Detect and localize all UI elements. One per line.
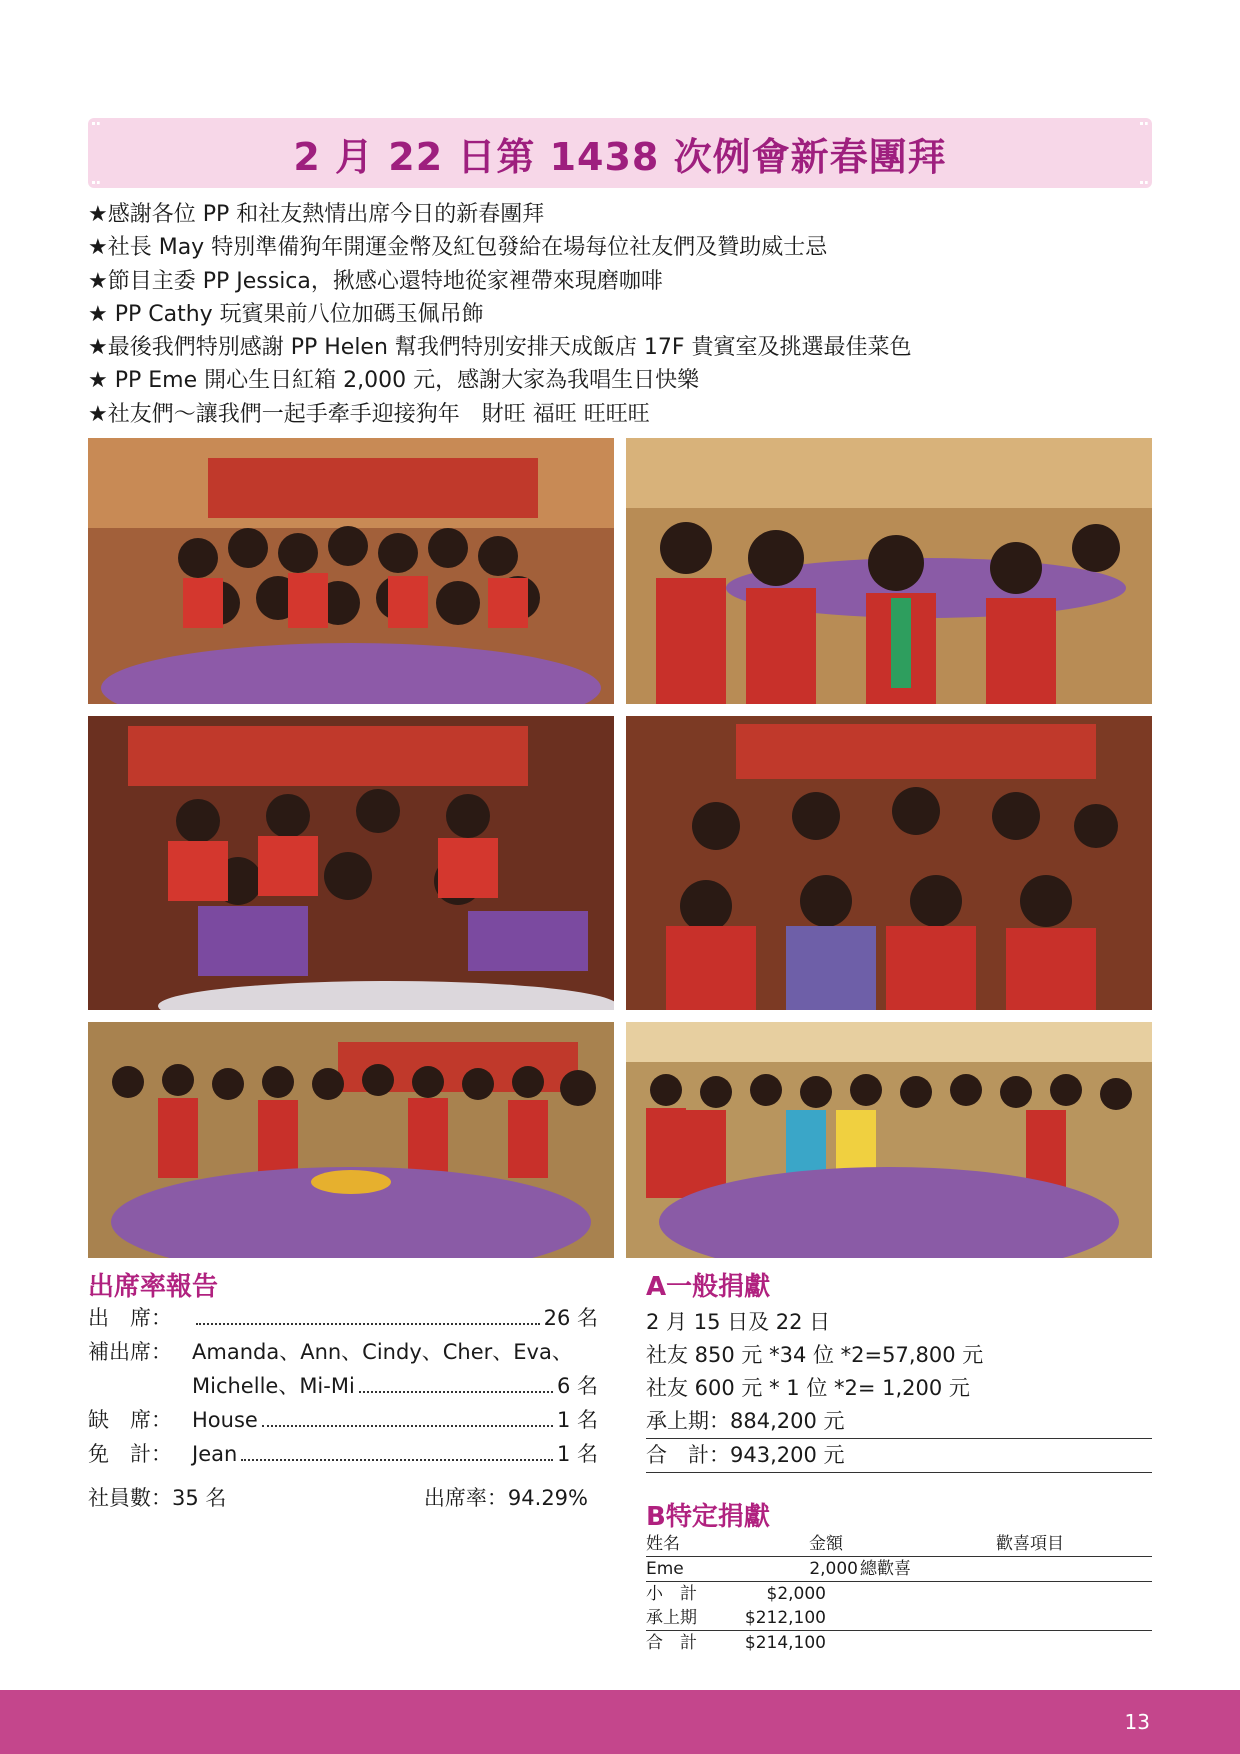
bullet-item: ★社長 May 特別準備狗年開運金幣及紅包發給在場每位社友們及贊助威士忌 bbox=[88, 235, 828, 261]
present-row bbox=[88, 1302, 598, 1336]
table-row bbox=[646, 1557, 1152, 1582]
leader-dots bbox=[359, 1391, 553, 1393]
donation-line: 社友 600 元 * 1 位 *2= 1,200 元 bbox=[646, 1376, 970, 1400]
group-photo-5 bbox=[88, 1022, 614, 1258]
total-value: $214,100 bbox=[744, 1633, 826, 1653]
makeup-row bbox=[88, 1336, 598, 1370]
bullet-item: ★ PP Eme 開心生日紅箱 2,000 元，感謝大家為我唱生日快樂 bbox=[88, 368, 700, 394]
carry-label: 承上期 bbox=[646, 1608, 697, 1628]
title-banner bbox=[88, 118, 1152, 188]
special-donation-table bbox=[646, 1532, 1152, 1655]
page-number: 13 bbox=[1124, 1710, 1150, 1734]
exempt-count: 1 名 bbox=[556, 1442, 598, 1466]
page-title: 2 月 22 日第 1438 次例會新春團拜 bbox=[293, 134, 947, 179]
donor-item: 總歡喜 bbox=[860, 1559, 911, 1579]
makeup-count: 6 名 bbox=[556, 1374, 598, 1398]
leader-dots bbox=[262, 1425, 553, 1427]
total-label: 合 計 bbox=[646, 1633, 697, 1653]
absent-row bbox=[88, 1404, 598, 1438]
donation-date: 2 月 15 日及 22 日 bbox=[646, 1310, 831, 1334]
exempt-names: Jean bbox=[192, 1442, 238, 1466]
general-donation bbox=[646, 1306, 1152, 1473]
special-donation-heading: B特定捐獻 bbox=[646, 1502, 770, 1532]
donation-line: 社友 850 元 *34 位 *2=57,800 元 bbox=[646, 1343, 984, 1367]
makeup-row-2 bbox=[88, 1370, 598, 1404]
absent-label: 缺 席： bbox=[88, 1408, 172, 1432]
page-footer bbox=[0, 1690, 1240, 1754]
carry-value: $212,100 bbox=[744, 1608, 826, 1628]
col-name: 姓名 bbox=[646, 1534, 680, 1554]
attendance-heading: 出席率報告 bbox=[88, 1272, 219, 1302]
subtotal-value: $2,000 bbox=[766, 1584, 826, 1604]
col-item: 歡喜項目 bbox=[996, 1534, 1064, 1554]
subtotal-row bbox=[646, 1582, 1152, 1606]
bullet-item: ★ PP Cathy 玩賓果前八位加碼玉佩吊飾 bbox=[88, 301, 484, 327]
subtotal-label: 小 計 bbox=[646, 1584, 697, 1604]
makeup-label: 補出席： bbox=[88, 1340, 172, 1364]
leader-dots bbox=[241, 1459, 553, 1461]
exempt-row bbox=[88, 1438, 598, 1472]
bullet-list bbox=[88, 198, 1168, 431]
group-photo-3 bbox=[88, 716, 614, 1010]
attendance-summary bbox=[88, 1482, 588, 1512]
group-photo-1 bbox=[88, 438, 614, 704]
attendance-report bbox=[88, 1302, 598, 1512]
total-row bbox=[646, 1631, 1152, 1655]
bullet-item: ★感謝各位 PP 和社友熱情出席今日的新春團拜 bbox=[88, 202, 545, 227]
present-count: 26 名 bbox=[543, 1306, 598, 1330]
leader-dots bbox=[196, 1323, 540, 1325]
makeup-names: Amanda、Ann、Cindy、Cher、Eva、 bbox=[192, 1340, 573, 1364]
carry-row bbox=[646, 1606, 1152, 1631]
exempt-label: 免 計： bbox=[88, 1442, 172, 1466]
bullet-item: ★最後我們特別感謝 PP Helen 幫我們特別安排天成飯店 17F 貴賓室及挑選最佳菜色 bbox=[88, 335, 912, 361]
donation-total: 合 計：943,200 元 bbox=[646, 1439, 1152, 1473]
makeup-names-2: Michelle、Mi-Mi bbox=[192, 1374, 355, 1398]
group-photo-2 bbox=[626, 438, 1152, 704]
general-donation-heading: A一般捐獻 bbox=[646, 1272, 771, 1302]
table-header bbox=[646, 1532, 1152, 1557]
attendance-rate: 出席率：94.29% bbox=[423, 1486, 588, 1510]
absent-names: House bbox=[192, 1408, 258, 1432]
donor-name: Eme bbox=[646, 1559, 684, 1579]
bullet-item: ★節目主委 PP Jessica，揪感心還特地從家裡帶來現磨咖啡 bbox=[88, 268, 663, 294]
col-amount: 金額 bbox=[809, 1534, 843, 1554]
group-photo-6 bbox=[626, 1022, 1152, 1258]
group-photo-4 bbox=[626, 716, 1152, 1010]
donor-amount: 2,000 bbox=[809, 1559, 858, 1579]
absent-count: 1 名 bbox=[556, 1408, 598, 1432]
bullet-item: ★社友們～讓我們一起手牽手迎接狗年 財旺 福旺 旺旺旺 bbox=[88, 401, 650, 427]
present-label: 出 席： bbox=[88, 1306, 172, 1330]
member-count: 社員數：35 名 bbox=[88, 1486, 227, 1510]
donation-carry: 承上期：884,200 元 bbox=[646, 1405, 1152, 1439]
